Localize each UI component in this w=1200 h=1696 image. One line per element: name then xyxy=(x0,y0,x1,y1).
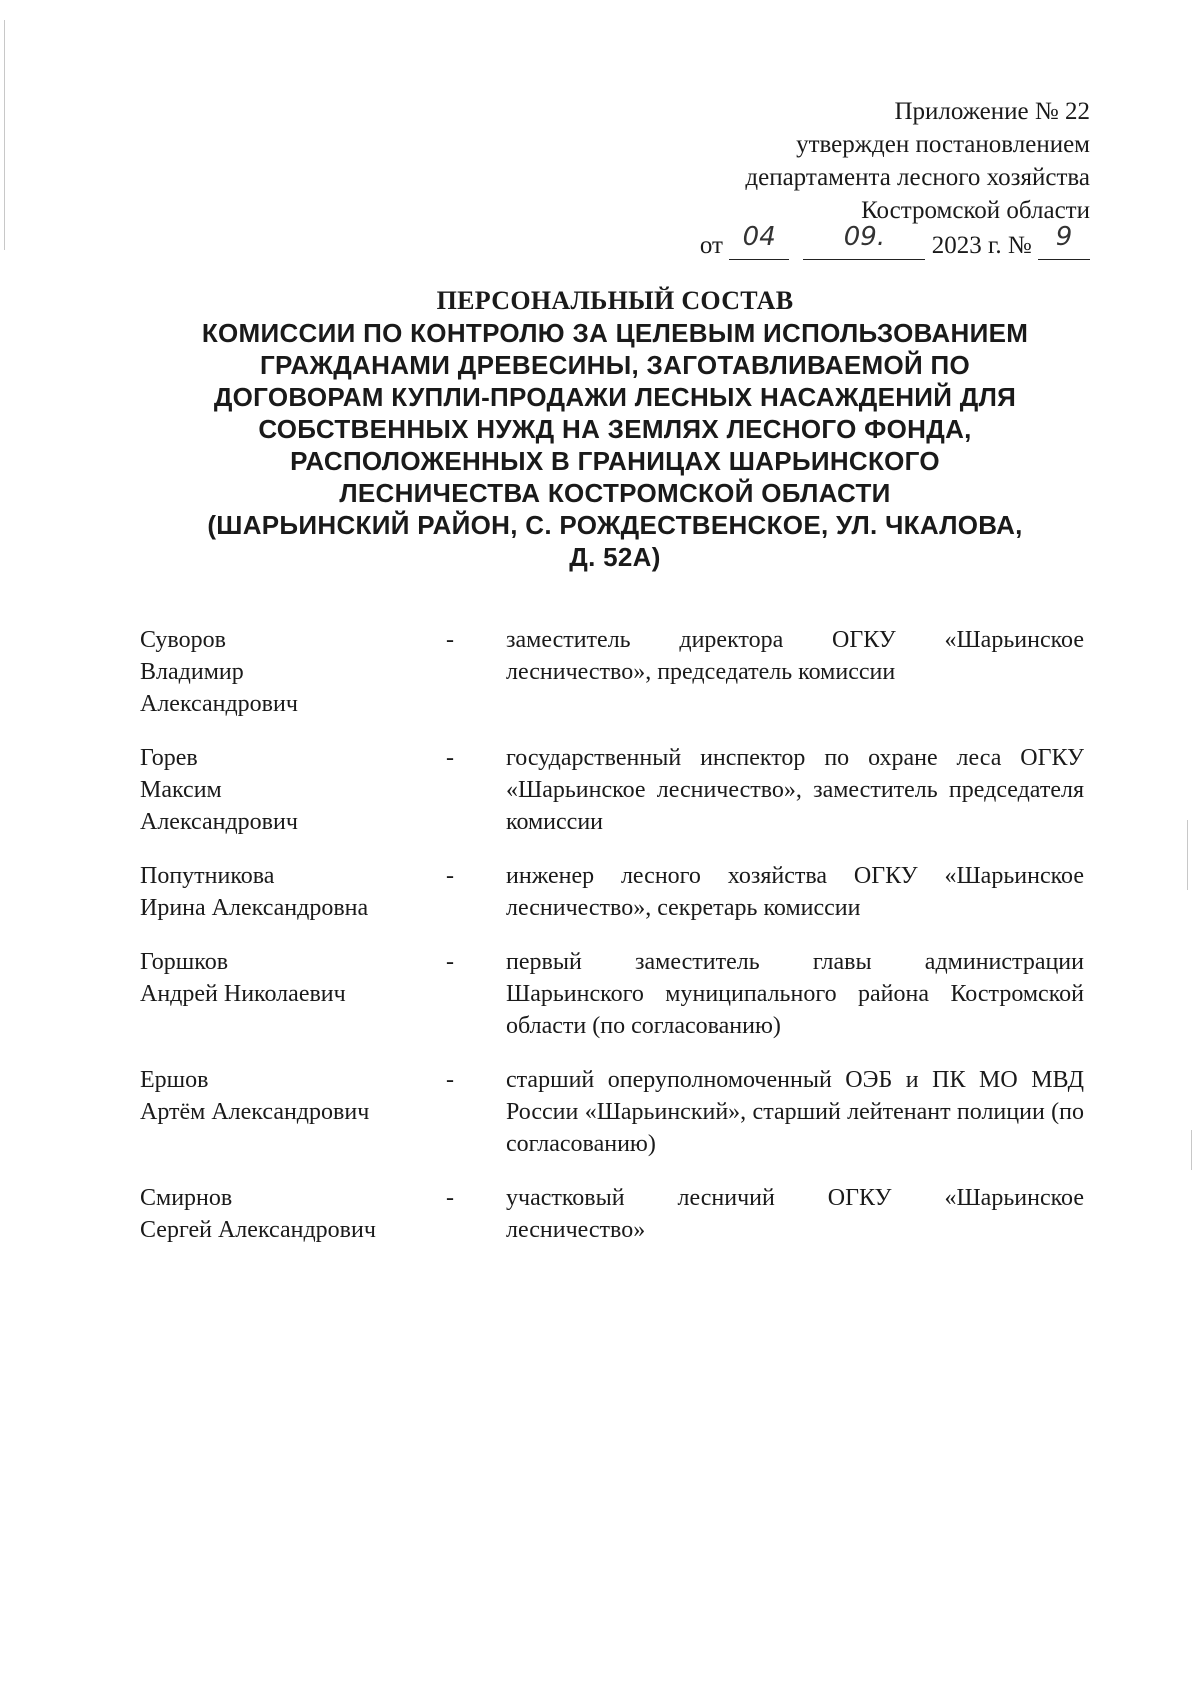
handwritten-doc-number: 9 xyxy=(1038,231,1090,260)
member-dash: - xyxy=(446,1185,454,1211)
member-row xyxy=(140,1182,1090,1246)
member-role: заместитель директора ОГКУ «Шарьинское лесничество», председатель комиссии xyxy=(506,627,1084,685)
member-row xyxy=(140,860,1090,924)
member-row xyxy=(140,624,1090,720)
member-name: Смирнов Сергей Александрович xyxy=(140,1185,376,1243)
document-title xyxy=(140,285,1090,573)
appendix-number: Приложение № 22 xyxy=(894,98,1090,125)
member-row xyxy=(140,742,1090,838)
title-line: СОБСТВЕННЫХ НУЖД НА ЗЕМЛЯХ ЛЕСНОГО ФОНДА, xyxy=(258,414,972,444)
date-prefix: от xyxy=(699,232,723,259)
member-role: первый заместитель главы администрации Шарьинского муниципального района Костромской области (по согласованию) xyxy=(506,949,1084,1039)
member-role: участковый лесничий ОГКУ «Шарьинское лесничество» xyxy=(506,1185,1084,1243)
member-dash: - xyxy=(446,949,454,975)
member-dash: - xyxy=(446,1067,454,1093)
scan-edge-mark xyxy=(1187,820,1188,890)
member-dash: - xyxy=(446,627,454,653)
date-year-label: 2023 г. № xyxy=(931,232,1032,259)
approval-block xyxy=(570,95,1090,262)
title-line: ЛЕСНИЧЕСТВА КОСТРОМСКОЙ ОБЛАСТИ xyxy=(339,478,891,508)
member-role: инженер лесного хозяйства ОГКУ «Шарьинское лесничество», секретарь комиссии xyxy=(506,863,1084,921)
title-line: (ШАРЬИНСКИЙ РАЙОН, С. РОЖДЕСТВЕНСКОЕ, УЛ. ЧКАЛОВА, xyxy=(207,510,1023,540)
handwritten-month: 09. xyxy=(803,231,925,260)
title-line: РАСПОЛОЖЕННЫХ В ГРАНИЦАХ ШАРЬИНСКОГО xyxy=(290,446,940,476)
title-line: ГРАЖДАНАМИ ДРЕВЕСИНЫ, ЗАГОТАВЛИВАЕМОЙ ПО xyxy=(259,350,971,380)
member-row xyxy=(140,946,1090,1042)
approved-by-line: утвержден постановлением xyxy=(796,131,1090,158)
title-line: Д. 52А) xyxy=(569,542,661,572)
member-dash: - xyxy=(446,863,454,889)
region-line: Костромской области xyxy=(861,197,1090,224)
title-line: ДОГОВОРАМ КУПЛИ-ПРОДАЖИ ЛЕСНЫХ НАСАЖДЕНИЙ ДЛЯ xyxy=(213,382,1017,412)
approval-date-line xyxy=(570,222,1090,262)
title-line: КОМИССИИ ПО КОНТРОЛЮ ЗА ЦЕЛЕВЫМ ИСПОЛЬЗОВАНИЕМ xyxy=(201,318,1029,348)
member-role: государственный инспектор по охране леса ОГКУ «Шарьинское лесничество», заместитель председателя комиссии xyxy=(506,745,1084,835)
member-dash: - xyxy=(446,745,454,771)
member-name: Ершов Артём Александрович xyxy=(140,1067,370,1125)
handwritten-day: 04 xyxy=(729,231,789,260)
member-name: Горев Максим Александрович xyxy=(140,745,298,835)
member-role: старший оперуполномоченный ОЭБ и ПК МО МВД России «Шарьинский», старший лейтенант полиции (по согласованию) xyxy=(506,1067,1084,1157)
member-name: Попутникова Ирина Александровна xyxy=(140,863,369,921)
scan-edge-mark xyxy=(4,20,5,250)
members-list xyxy=(140,624,1090,1246)
scan-edge-mark xyxy=(1191,1130,1192,1170)
member-row xyxy=(140,1064,1090,1160)
department-line: департамента лесного хозяйства xyxy=(745,164,1090,191)
member-name: Горшков Андрей Николаевич xyxy=(140,949,346,1007)
title-line: ПЕРСОНАЛЬНЫЙ СОСТАВ xyxy=(436,286,794,315)
member-name: Суворов Владимир Александрович xyxy=(140,627,298,717)
